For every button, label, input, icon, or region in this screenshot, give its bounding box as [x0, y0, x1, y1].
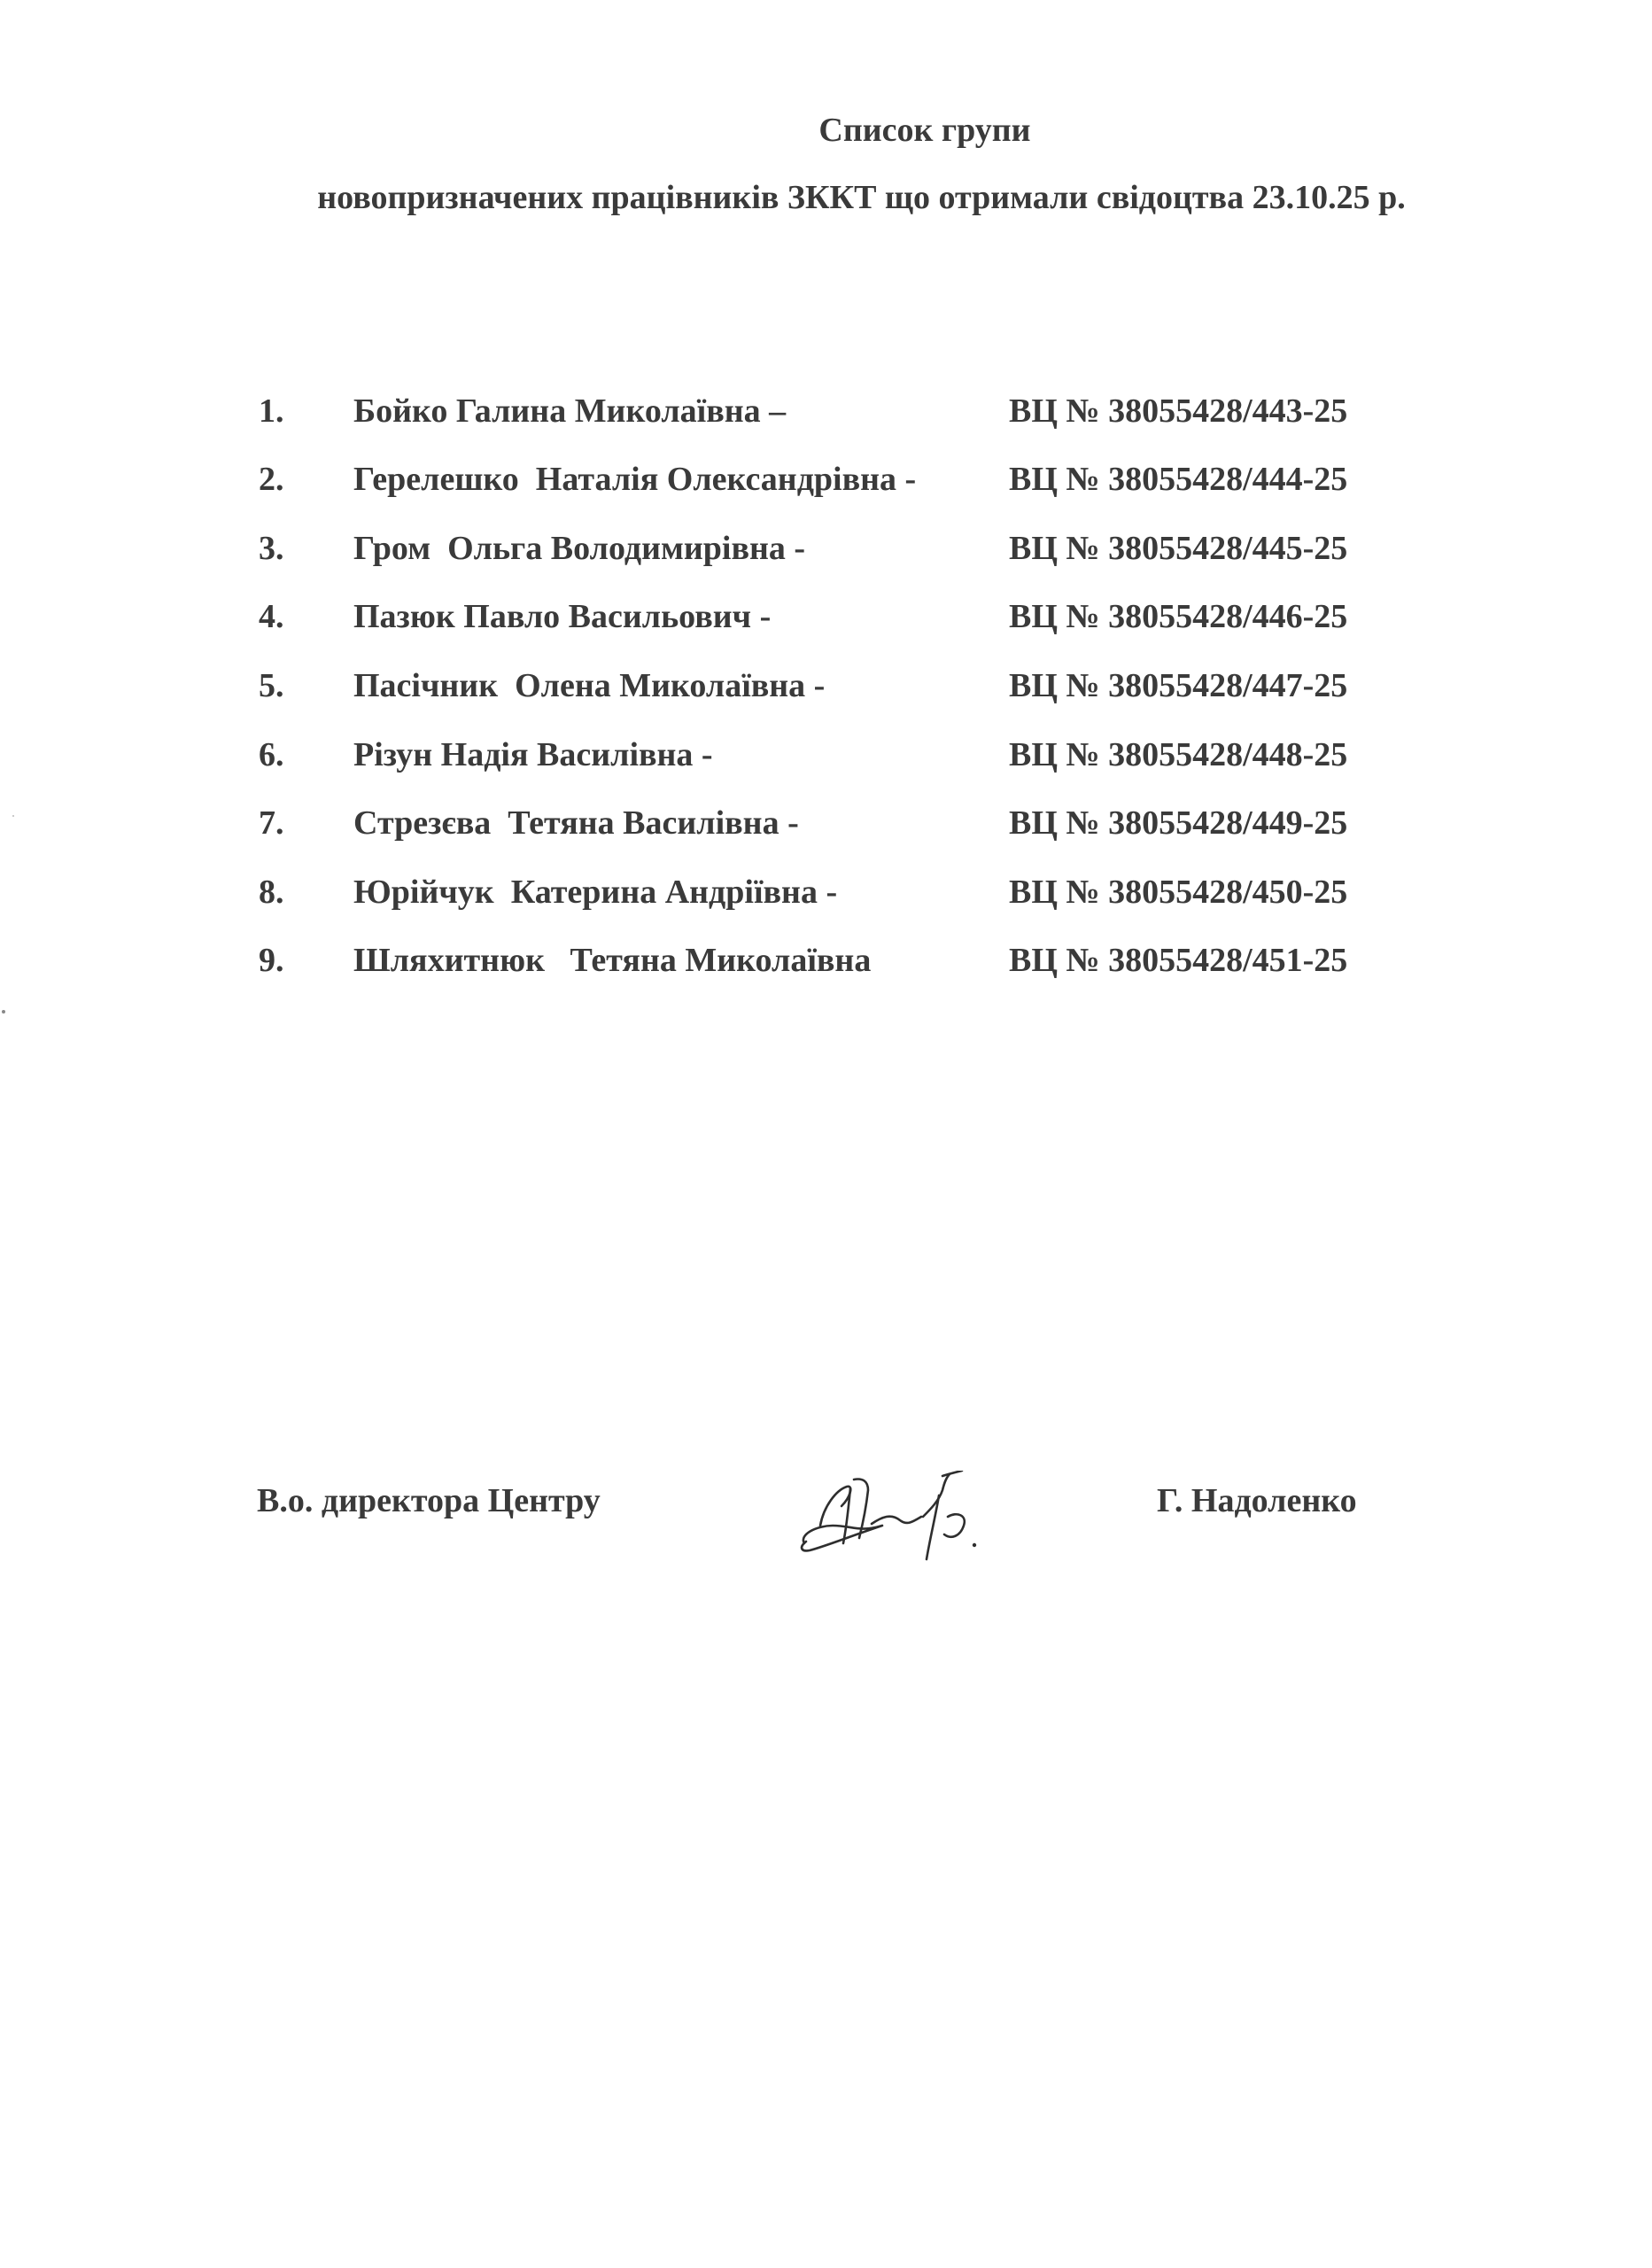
list-item-certificate: ВЦ № 38055428/445-25: [1009, 530, 1348, 567]
document-subtitle: [0, 181, 1652, 214]
list-item-number: 5.: [259, 667, 284, 704]
list-item-number: 7.: [259, 804, 284, 842]
list-item: [0, 460, 1652, 504]
list-item-certificate: ВЦ № 38055428/444-25: [1009, 461, 1348, 498]
signatory-name: Г. Надоленко: [1157, 1482, 1357, 1519]
list-item-certificate: ВЦ № 38055428/450-25: [1009, 874, 1348, 911]
list-item: [0, 804, 1652, 848]
list-item: [0, 597, 1652, 641]
list-item-name: Шляхитнюк Тетяна Миколаївна: [353, 942, 872, 979]
list-item-number: 1.: [259, 392, 284, 430]
list-item-name: Стрезєва Тетяна Василівна -: [353, 804, 799, 842]
list-item-certificate: ВЦ № 38055428/451-25: [1009, 942, 1348, 979]
list-item-name: Різун Надія Василівна -: [353, 736, 713, 773]
list-item-name: Пасічник Олена Миколаївна -: [353, 667, 826, 704]
list-item-number: 6.: [259, 736, 284, 773]
list-item: [0, 735, 1652, 780]
list-item-number: 4.: [259, 598, 284, 635]
list-item-name: Герелешко Наталія Олександрівна -: [353, 461, 917, 498]
list-item-certificate: ВЦ № 38055428/448-25: [1009, 736, 1348, 773]
list-item: [0, 392, 1652, 436]
list-item-name: Юрійчук Катерина Андріївна -: [353, 874, 838, 911]
signatory-position: В.о. директора Центру: [257, 1482, 601, 1519]
list-item-name: Пазюк Павло Васильович -: [353, 598, 772, 635]
list-item-certificate: ВЦ № 38055428/446-25: [1009, 598, 1348, 635]
list-item-number: 3.: [259, 530, 284, 567]
list-item-number: 2.: [259, 461, 284, 498]
handwritten-signature: [797, 1471, 1010, 1568]
document-subtitle-text: новопризначених працівників ЗККТ що отримали свідоцтва 23.10.25 р.: [317, 179, 1406, 216]
list-item: [0, 666, 1652, 711]
list-item: [0, 529, 1652, 573]
scan-speck: [2, 1010, 5, 1014]
list-item-name: Бойко Галина Миколаївна –: [353, 392, 787, 430]
list-item-certificate: ВЦ № 38055428/447-25: [1009, 667, 1348, 704]
list-item-number: 8.: [259, 874, 284, 911]
list-item-number: 9.: [259, 942, 284, 979]
list-item-certificate: ВЦ № 38055428/449-25: [1009, 804, 1348, 842]
list-item-name: Гром Ольга Володимирівна -: [353, 530, 806, 567]
list-item: [0, 873, 1652, 917]
list-item-certificate: ВЦ № 38055428/443-25: [1009, 392, 1348, 430]
list-item: [0, 941, 1652, 985]
scan-speck: [12, 815, 14, 817]
document-title: Список групи: [818, 112, 1031, 149]
